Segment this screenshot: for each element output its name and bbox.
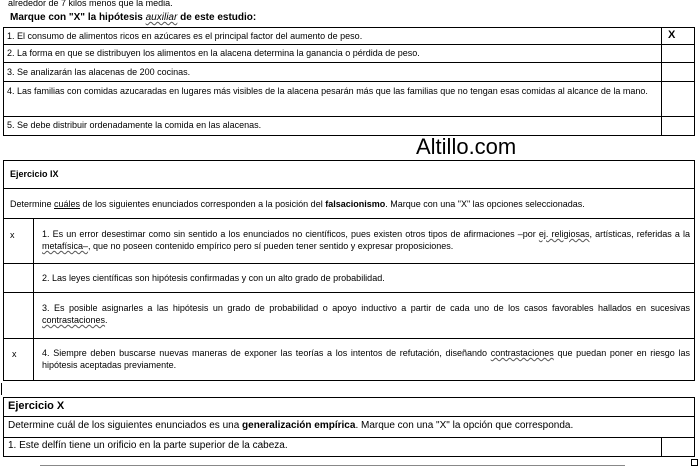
x-instr-a: Determine cuál de los siguientes enunciados es una	[8, 420, 243, 431]
ix-row-1-b: , artísticas, referidas a la	[589, 229, 690, 239]
ejercicio-ix-title: Ejercicio IX	[10, 169, 59, 179]
ix-row-2-text: 2. Las leyes científicas son hipótesis confirmadas y con un alto grado de probabilidad.	[42, 273, 385, 283]
ix-row-4-a: 4. Siempre deben buscarse nuevas maneras de exponer las teorías a los intentos de refutación, diseñando	[42, 348, 491, 358]
altillo-watermark: Altillo.com	[416, 134, 517, 159]
cut-off-line: alrededor de 7 kilos menos que la media.	[8, 0, 173, 8]
instr-text-2: de los siguientes enunciados corresponden a la posición del	[80, 199, 326, 209]
instr-text: Determine	[10, 199, 55, 209]
page-corner-mark	[691, 459, 698, 466]
question-part-a: Marque con "X" la hipótesis	[10, 12, 146, 23]
ix-row-3-b: .	[105, 315, 108, 325]
ejercicio-ix-instructions	[10, 198, 585, 210]
x-instr-b: . Marque con una "X" la opción que corresponda.	[355, 420, 574, 431]
ix-row-1-u1: ej. religiosas	[538, 229, 590, 239]
hypothesis-row-1: 1. El consumo de alimentos ricos en azúcares es el principal factor del aumento de peso.	[7, 31, 363, 41]
ix-row-4-mark: x	[12, 349, 17, 359]
hypothesis-row-2: 2. La forma en que se distribuyen los alimentos en la alacena determina la ganancia o pérdida de peso.	[7, 48, 420, 58]
instr-text-3: . Marque con una "X" las opciones seleccionadas.	[385, 199, 585, 209]
instr-bold: falsacionismo	[325, 199, 386, 209]
hypothesis-row-4: 4. Las familias con comidas azucaradas en lugares más visibles de la alacena pesarán más que las familias que no tengan esas comidas al alcance de la mano.	[7, 86, 648, 96]
ix-row-4-u: contrastaciones	[490, 348, 554, 358]
ix-row-3-a: 3. Es posible asignarles a las hipótesis un grado de probabilidad o apoyo inductivo a partir de cada uno de los casos favorables hallados en sucesivas	[42, 303, 690, 313]
question-part-b: de este estudio:	[177, 12, 257, 23]
ix-row-1-u2: metafísica–	[42, 241, 89, 251]
ejercicio-x-title: Ejercicio X	[8, 400, 65, 412]
ix-row-4-text	[42, 347, 690, 371]
ix-row-4-b: que puedan poner en riesgo las hipótesis aceptadas previamente.	[42, 348, 690, 370]
question-italic: auxiliar	[145, 12, 178, 23]
instr-underlined: cuáles	[54, 199, 81, 209]
ix-row-1-mark: x	[10, 230, 15, 240]
top-question	[10, 12, 256, 24]
ix-row-3-text	[42, 302, 690, 326]
row-1-mark: X	[668, 29, 676, 41]
hypothesis-row-3: 3. Se analizarán las alacenas de 200 cocinas.	[7, 67, 191, 77]
ix-row-1-c: , que no poseen contenido empírico pero sí pueden tener sentido y expresar proposiciones.	[88, 241, 454, 251]
ejercicio-x-instructions	[8, 420, 573, 432]
ix-row-1-text	[42, 228, 690, 252]
ix-row-3-u: contrastaciones	[42, 315, 106, 325]
hypothesis-row-5: 5. Se debe distribuir ordenadamente la comida en las alacenas.	[7, 120, 262, 130]
ejercicio-x-row-1: 1. Este delfín tiene un orificio en la parte superior de la cabeza.	[8, 440, 288, 451]
x-instr-bold: generalización empírica	[242, 420, 356, 431]
ix-row-1-a: 1. Es un error desestimar como sin sentido a los enunciados no científicos, pues existen otros tipos de afirmaciones –por	[42, 229, 539, 239]
